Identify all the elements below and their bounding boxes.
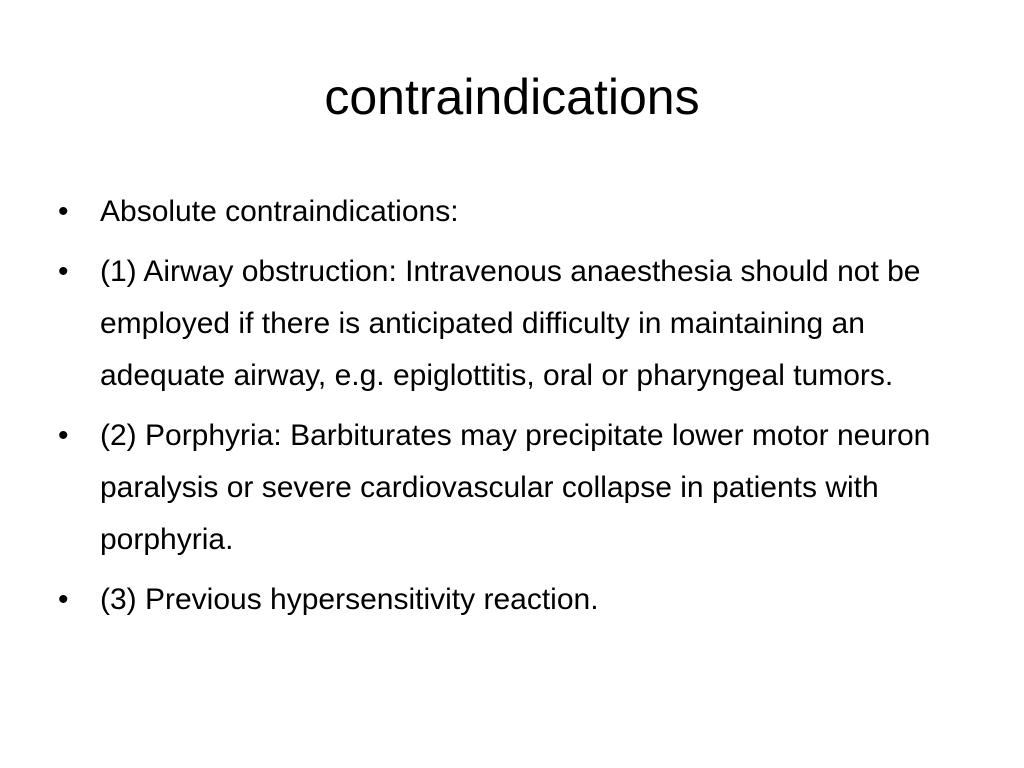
bullet-icon: •: [58, 583, 69, 616]
bullet-item-porphyria: [56, 410, 966, 566]
slide-title: contraindications: [324, 69, 700, 125]
bullet-item-airway-obstruction: [56, 246, 966, 402]
bullet-item-absolute: [56, 186, 966, 238]
bullet-text: Absolute contraindications:: [100, 195, 459, 228]
bullet-text: (2) Porphyria: Barbiturates may precipitate lower motor neuron paralysis or severe cardiovascular collapse in patients with porphyria.: [100, 419, 931, 556]
bullet-text: (1) Airway obstruction: Intravenous anaesthesia should not be employed if there is anticipated difficulty in maintaining an adequate airway, e.g. epiglottitis, oral or pharyngeal tumors.: [100, 255, 921, 392]
bullet-item-hypersensitivity: [56, 574, 966, 626]
bullet-list: [56, 186, 966, 634]
bullet-text: (3) Previous hypersensitivity reaction.: [100, 583, 599, 616]
bullet-icon: •: [58, 255, 69, 288]
bullet-icon: •: [58, 195, 69, 228]
bullet-icon: •: [58, 419, 69, 452]
